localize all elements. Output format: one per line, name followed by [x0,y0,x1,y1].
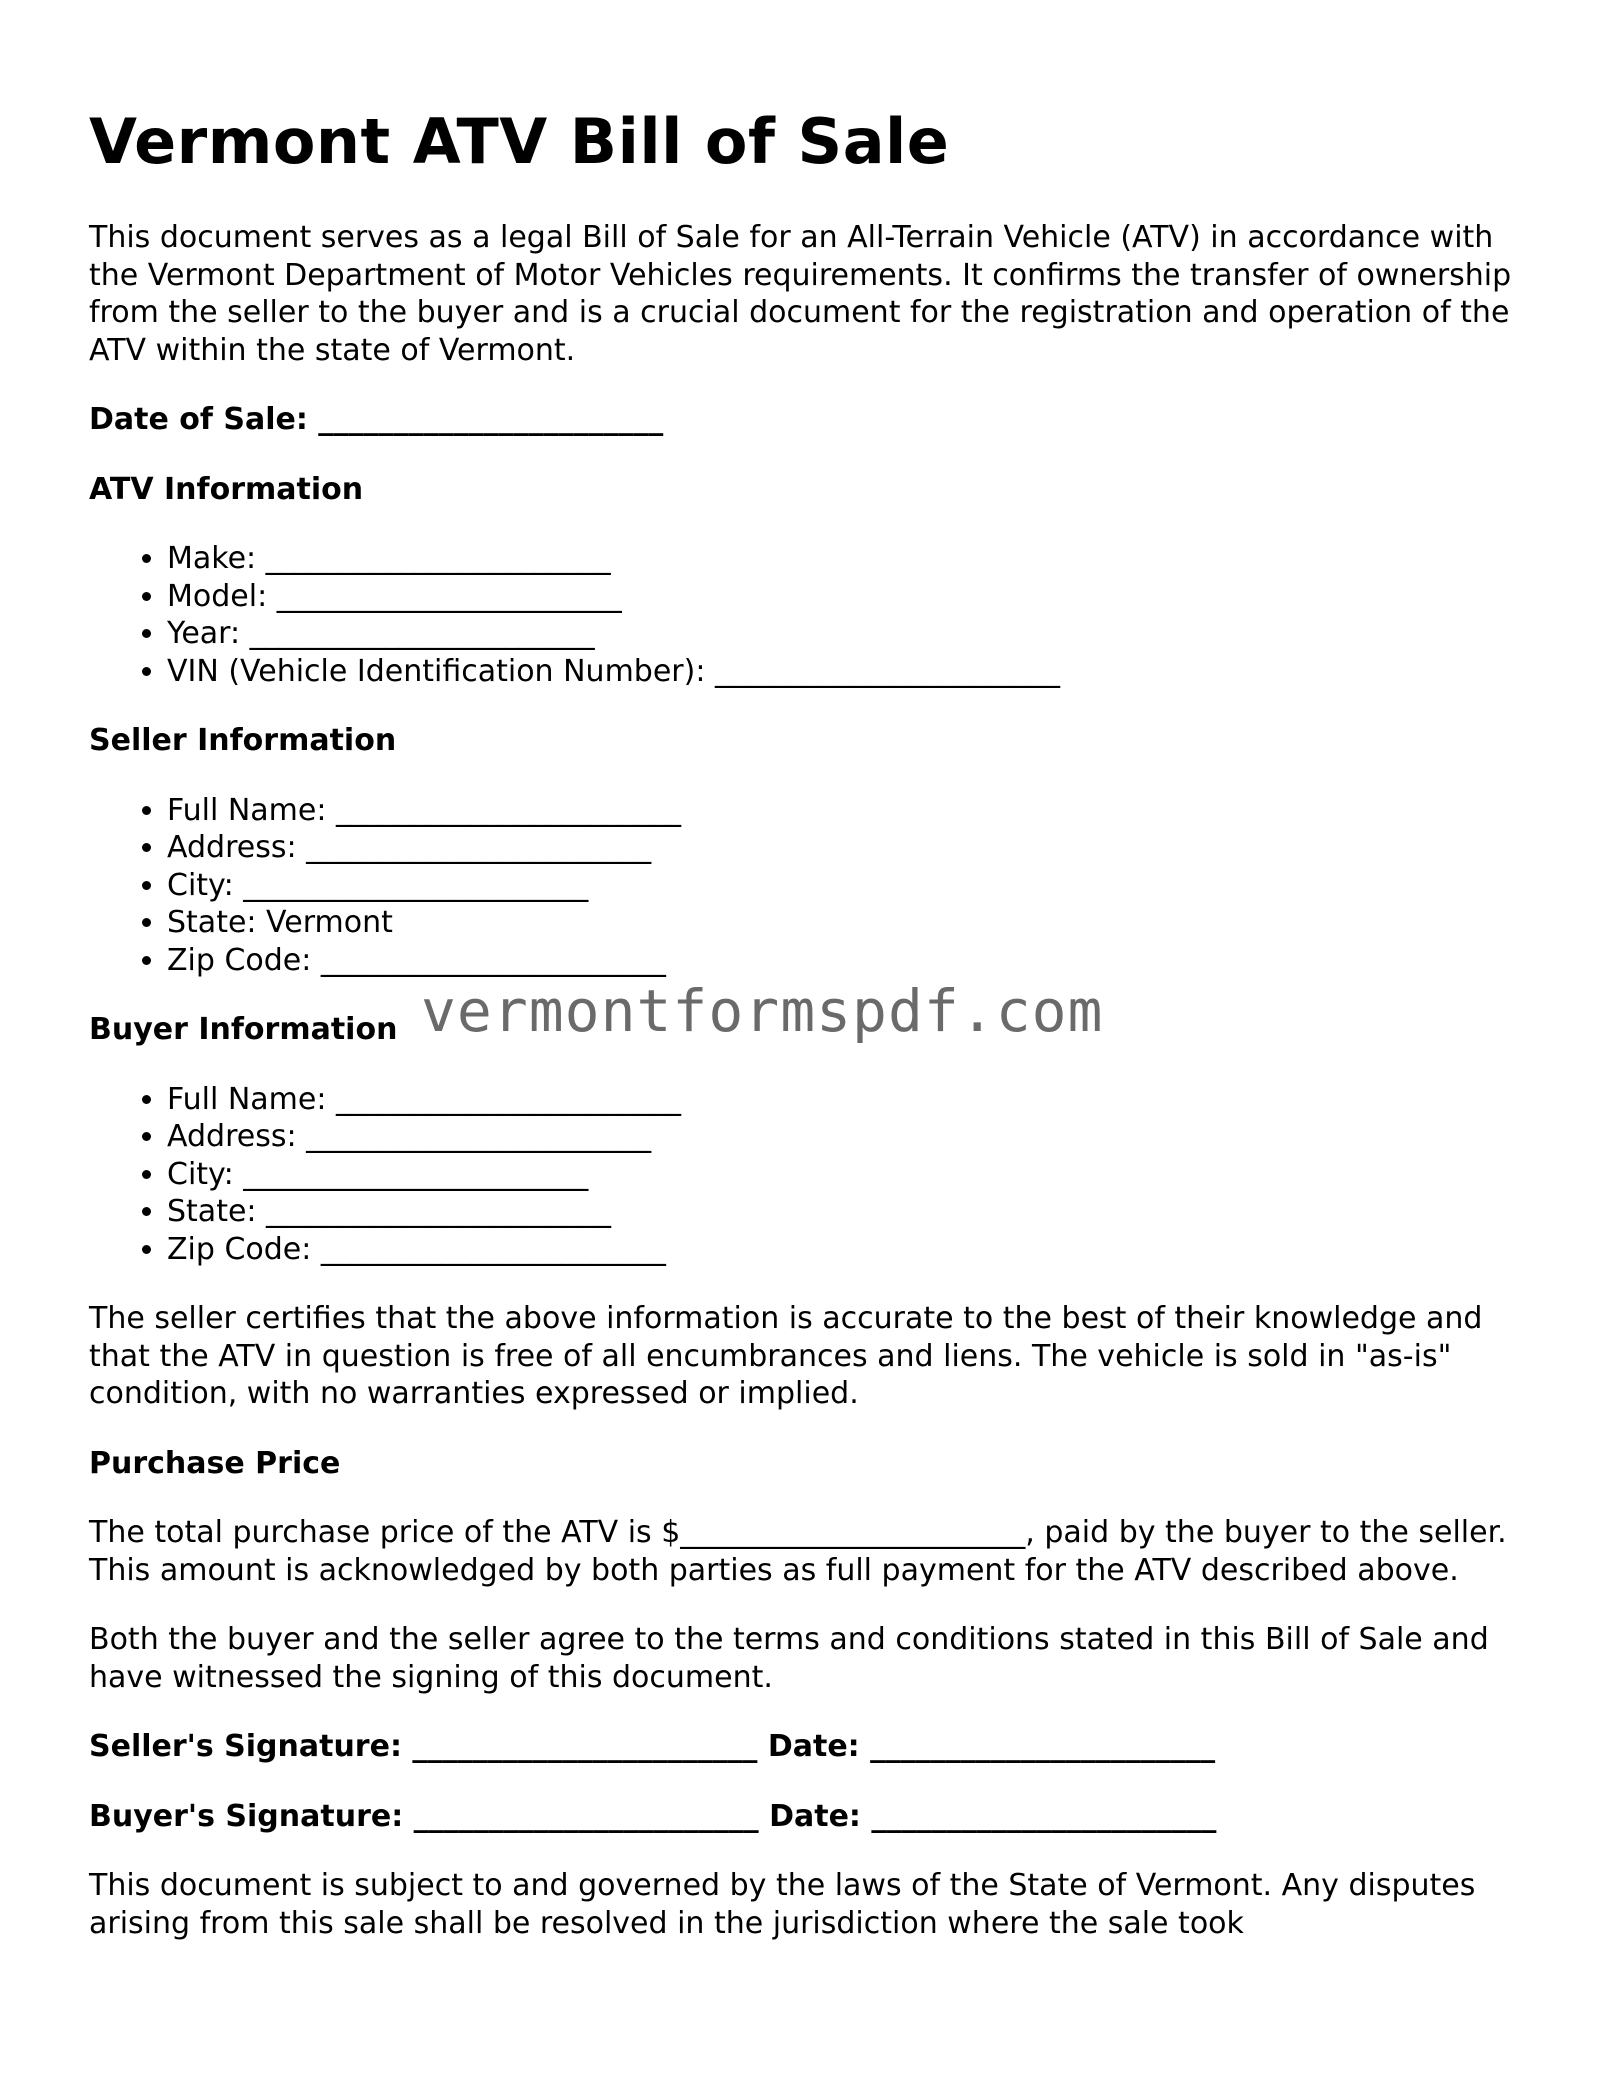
purchase-price-paragraph: The total purchase price of the ATV is $_______________________, paid by the buyer to the seller. This amount is acknowledged by both parties as full payment for the ATV described above. [89,1515,1507,1588]
page-title: Vermont ATV Bill of Sale [89,105,950,178]
buyer-info-heading-text: Buyer Information [89,1012,398,1048]
seller-city-field: • City: _______________________ [167,867,1529,905]
intro-paragraph: This document serves as a legal Bill of Sale for an All-Terrain Vehicle (ATV) in accordance with the Vermont Department of Motor Vehicles requirements. It confirms the transfer of ownership from the seller to the buyer and is a crucial document for the registration and operation of the ATV within the state of Vermont. [89,220,1512,368]
buyer-full-name-field: • Full Name: _______________________ [167,1081,1529,1119]
buyer-info-heading [89,977,1529,1049]
seller-info-heading: Seller Information [89,723,397,759]
buyer-signature-line: Buyer's Signature: _______________________ Date: _______________________ [89,1798,1217,1834]
buyer-zip-field: • Zip Code: _______________________ [167,1231,1529,1269]
document-page [89,105,1529,1974]
governing-law-paragraph: This document is subject to and governed by the laws of the State of Vermont. Any disputes arising from this sale shall be resolved in the jurisdiction where the sale took [89,1868,1476,1941]
atv-year-field: • Year: _______________________ [167,615,1529,653]
certification-paragraph: The seller certifies that the above information is accurate to the best of their knowledge and that the ATV in question is free of all encumbrances and liens. The vehicle is sold in "as-is" condition, with no warranties expressed or implied. [89,1301,1483,1412]
watermark-text: vermontformspdf.com [421,977,1104,1046]
seller-address-field: • Address: _______________________ [167,829,1529,867]
agreement-paragraph: Both the buyer and the seller agree to the terms and conditions stated in this Bill of Sale and have witnessed the signing of this document. [89,1622,1489,1695]
atv-info-list [89,540,1529,690]
buyer-city-field: • City: _______________________ [167,1156,1529,1194]
seller-full-name-field: • Full Name: _______________________ [167,792,1529,830]
atv-info-heading: ATV Information [89,471,364,507]
date-of-sale-field: Date of Sale: _______________________ [89,402,664,438]
buyer-info-list [89,1081,1529,1269]
seller-zip-field: • Zip Code: _______________________ [167,942,1529,980]
atv-make-field: • Make: _______________________ [167,540,1529,578]
seller-info-list [89,792,1529,980]
seller-signature-line: Seller's Signature: _______________________ Date: _______________________ [89,1729,1216,1765]
atv-vin-field: • VIN (Vehicle Identification Number): _______________________ [167,653,1529,691]
seller-state-field: • State: Vermont [167,904,1529,942]
buyer-address-field: • Address: _______________________ [167,1118,1529,1156]
atv-model-field: • Model: _______________________ [167,578,1529,616]
purchase-price-heading: Purchase Price [89,1445,341,1481]
buyer-state-field: • State: _______________________ [167,1193,1529,1231]
